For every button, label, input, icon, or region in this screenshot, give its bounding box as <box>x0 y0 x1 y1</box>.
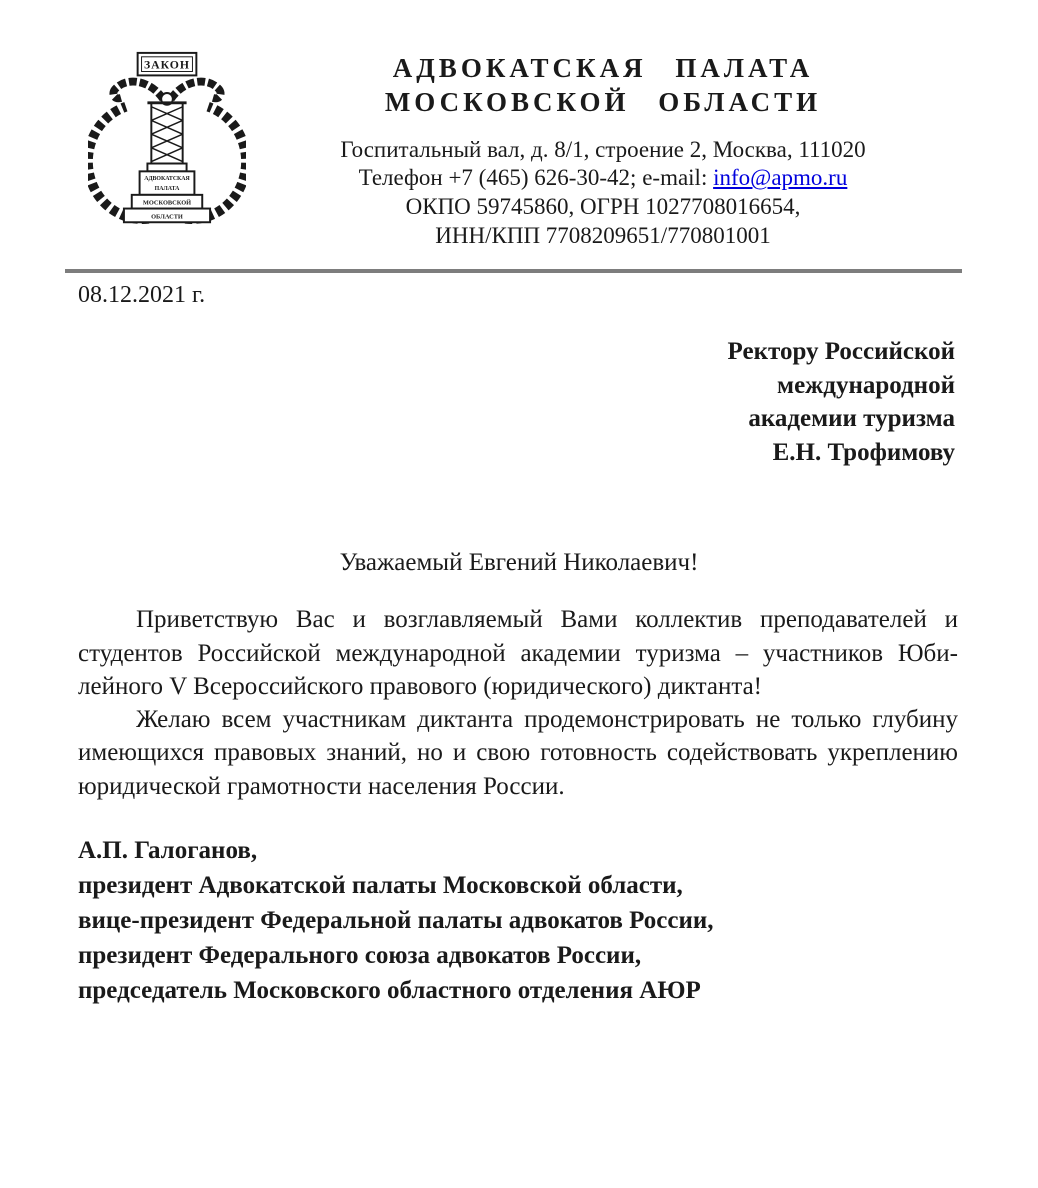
signature-line: вице-президент Федеральной палаты адвокатов России, <box>78 906 714 934</box>
address-line: Госпитальный вал, д. 8/1, строение 2, Москва, 111020 <box>340 136 866 162</box>
pedestal-icon <box>124 164 210 223</box>
capital-ornament-icon <box>113 82 220 105</box>
column-icon <box>151 103 182 164</box>
phone-text: Телефон +7 (465) 626-30-42; e-mail: <box>358 165 714 191</box>
signature-line: президент Федерального союза адвокатов России, <box>78 941 642 969</box>
org-name <box>246 52 960 120</box>
letter-date: 08.12.2021 г. <box>78 282 206 309</box>
signature-block <box>78 833 960 1008</box>
contact-info <box>246 136 960 252</box>
banner-text: ЗАКОН <box>143 58 191 72</box>
registration-line: ОКПО 59745860, ОГРН 1027708016654, <box>405 194 801 220</box>
inn-kpp-line: ИНН/КПП 7708209651/770801001 <box>435 223 771 249</box>
email-link[interactable]: info@apmo.ru <box>713 165 848 191</box>
letterhead-divider <box>65 269 962 273</box>
letter-body <box>78 603 958 803</box>
body-paragraph-2: Желаю всем участникам диктанта продемонстрировать не только глубину имеющихся правовых знаний, но и свою готовность содействовать укреплению юридической грамотности населения России. <box>78 706 958 800</box>
emblem-svg <box>88 48 246 234</box>
signature-line: А.П. Галоганов, <box>78 836 258 864</box>
recipient-line: Ректору Российской <box>727 338 955 366</box>
org-name-line1: АДВОКАТСКАЯ ПАЛАТА <box>392 53 814 83</box>
law-banner-icon <box>138 53 197 76</box>
pedestal-line-2: ПАЛАТА <box>154 185 180 192</box>
phone-line <box>246 164 960 193</box>
pedestal-line-3: МОСКОВСКОЙ <box>142 199 192 207</box>
recipient-line: академии туризма <box>748 405 955 433</box>
org-name-line2: МОСКОВСКОЙ ОБЛАСТИ <box>384 86 822 117</box>
pedestal-line-1: АДВОКАТСКАЯ <box>144 176 190 183</box>
signature-line: председатель Московского областного отделения АЮР <box>78 976 701 1004</box>
letterhead-text <box>246 48 960 251</box>
signature-line: президент Адвокатской палаты Московской области, <box>78 871 683 899</box>
salutation: Уважаемый Евгений Николаевич! <box>339 549 699 577</box>
body-paragraph-1: Приветствую Вас и возглавляемый Вами коллектив преподавателей и студентов Российской международной академии туризма – участников Юбилейного V Всероссийского правового (юридического) диктанта! <box>78 606 958 700</box>
recipient-line: Е.Н. Трофимову <box>772 438 955 466</box>
recipient-block <box>0 335 955 469</box>
letterhead <box>0 0 1038 251</box>
pedestal-line-4: ОБЛАСТИ <box>151 213 183 221</box>
organization-logo <box>88 48 246 234</box>
recipient-line: международной <box>777 371 955 399</box>
